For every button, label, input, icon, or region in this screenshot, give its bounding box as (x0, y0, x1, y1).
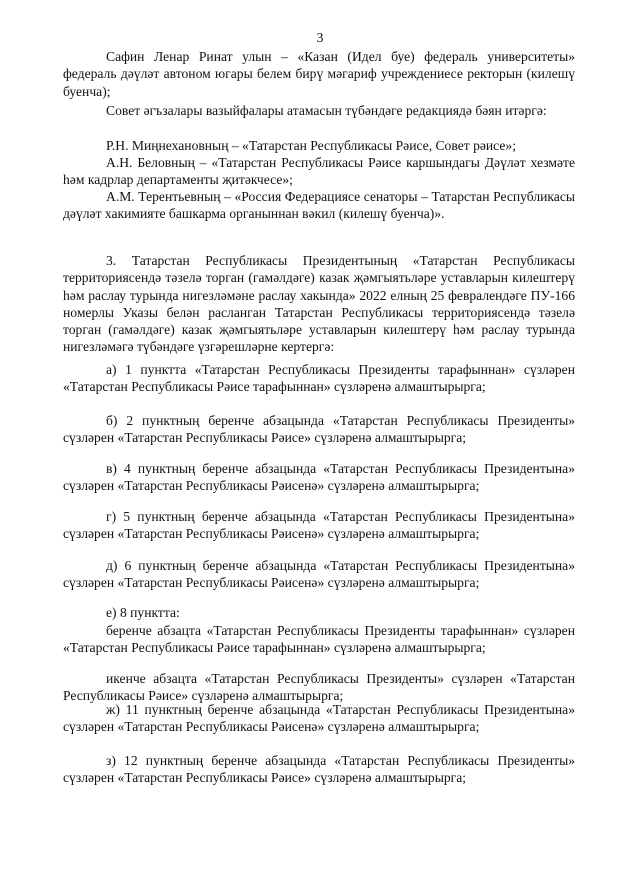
paragraph-subitem-a: а) 1 пунктта «Татарстан Республикасы Президенты тарафыннан» сүзләрен «Татарстан Республикасы Рәисе тарафыннан» сүзләренә алмаштырырга; (63, 362, 575, 395)
paragraph-subitem-z: з) 12 пунктның беренче абзацында «Татарстан Республикасы Президенты» сүзләрен «Татарстан Республикасы Рәисе» сүзләренә алмаштырырга; (63, 753, 575, 786)
paragraph-first-abzac: беренче абзацта «Татарстан Республикасы Президенты тарафыннан» сүзләрен «Татарстан Республикасы Рәисе тарафыннан» сүзләренә алмаштырырга; (63, 623, 575, 656)
paragraph-council-titles: Совет әгъзалары вазыйфалары атамасын түбәндәге редакциядә бәян итәргә: (106, 103, 547, 118)
paragraph-minnikhanov: Р.Н. Миңнехановның – «Татарстан Республикасы Рәисе, Совет рәисе»; (106, 138, 516, 153)
paragraph-safin: Сафин Ленар Ринат улын – «Казан (Идел буе) федераль университеты» федераль дәүләт автоном югары белем бирү мәгариф учреждениесе ректорын (килешү буенча); (63, 49, 575, 99)
page-number: 3 (316, 31, 324, 46)
paragraph-second-abzac: икенче абзацта «Татарстан Республикасы Президенты» сүзләрен «Татарстан Республикасы Рәисе» сүзләренә алмаштырырга; (63, 671, 575, 704)
paragraph-terentyev: А.М. Терентьевның – «Россия Федерациясе сенаторы – Татарстан Республикасы дәүләт хакимияте башкарма органыннан вәкил (килешү буенча)». (63, 189, 575, 222)
paragraph-belov: А.Н. Беловның – «Татарстан Республикасы Рәисе каршындагы Дәүләт хезмәте һәм кадрлар департаменты җитәкчесе»; (63, 155, 575, 188)
paragraph-subitem-g: г) 5 пунктның беренче абзацында «Татарстан Республикасы Президентына» сүзләрен «Татарстан Республикасы Рәисенә» сүзләренә алмаштырырга; (63, 509, 575, 542)
paragraph-subitem-e: е) 8 пунктта: (106, 605, 180, 620)
paragraph-subitem-d: д) 6 пунктның беренче абзацында «Татарстан Республикасы Президентына» сүзләрен «Татарстан Республикасы Рәисенә» сүзләренә алмаштырырга; (63, 558, 575, 591)
paragraph-subitem-b: б) 2 пунктның беренче абзацында «Татарстан Республикасы Президенты» сүзләрен «Татарстан Республикасы Рәисе» сүзләренә алмаштырырга; (63, 413, 575, 446)
paragraph-subitem-zh: ж) 11 пунктның беренче абзацында «Татарстан Республикасы Президентына» сүзләрен «Татарстан Республикасы Рәисенә» сүзләренә алмаштырырга; (63, 702, 575, 735)
paragraph-subitem-v: в) 4 пунктның беренче абзацында «Татарстан Республикасы Президентына» сүзләрен «Татарстан Республикасы Рәисенә» сүзләренә алмаштырырга; (63, 461, 575, 494)
paragraph-item-3: 3. Татарстан Республикасы Президентының «Татарстан Республикасы территориясендә тәзелә торган (гамәлдәге) казак җәмгыятьләре уставларын килештерү һәм раслау турында нигезләмәне раслау хакында» 2022 елның 25 февралендәге ПУ-166 номерлы Указы белән расланган Татарстан Республикасы территориясендә тәзелә торган (гамәлдәге) казак җәмгыятьләре уставларын килештерү һәм раслау турында нигезләмәгә түбәндәге үзгәрешләрне кертергә: (63, 253, 575, 355)
